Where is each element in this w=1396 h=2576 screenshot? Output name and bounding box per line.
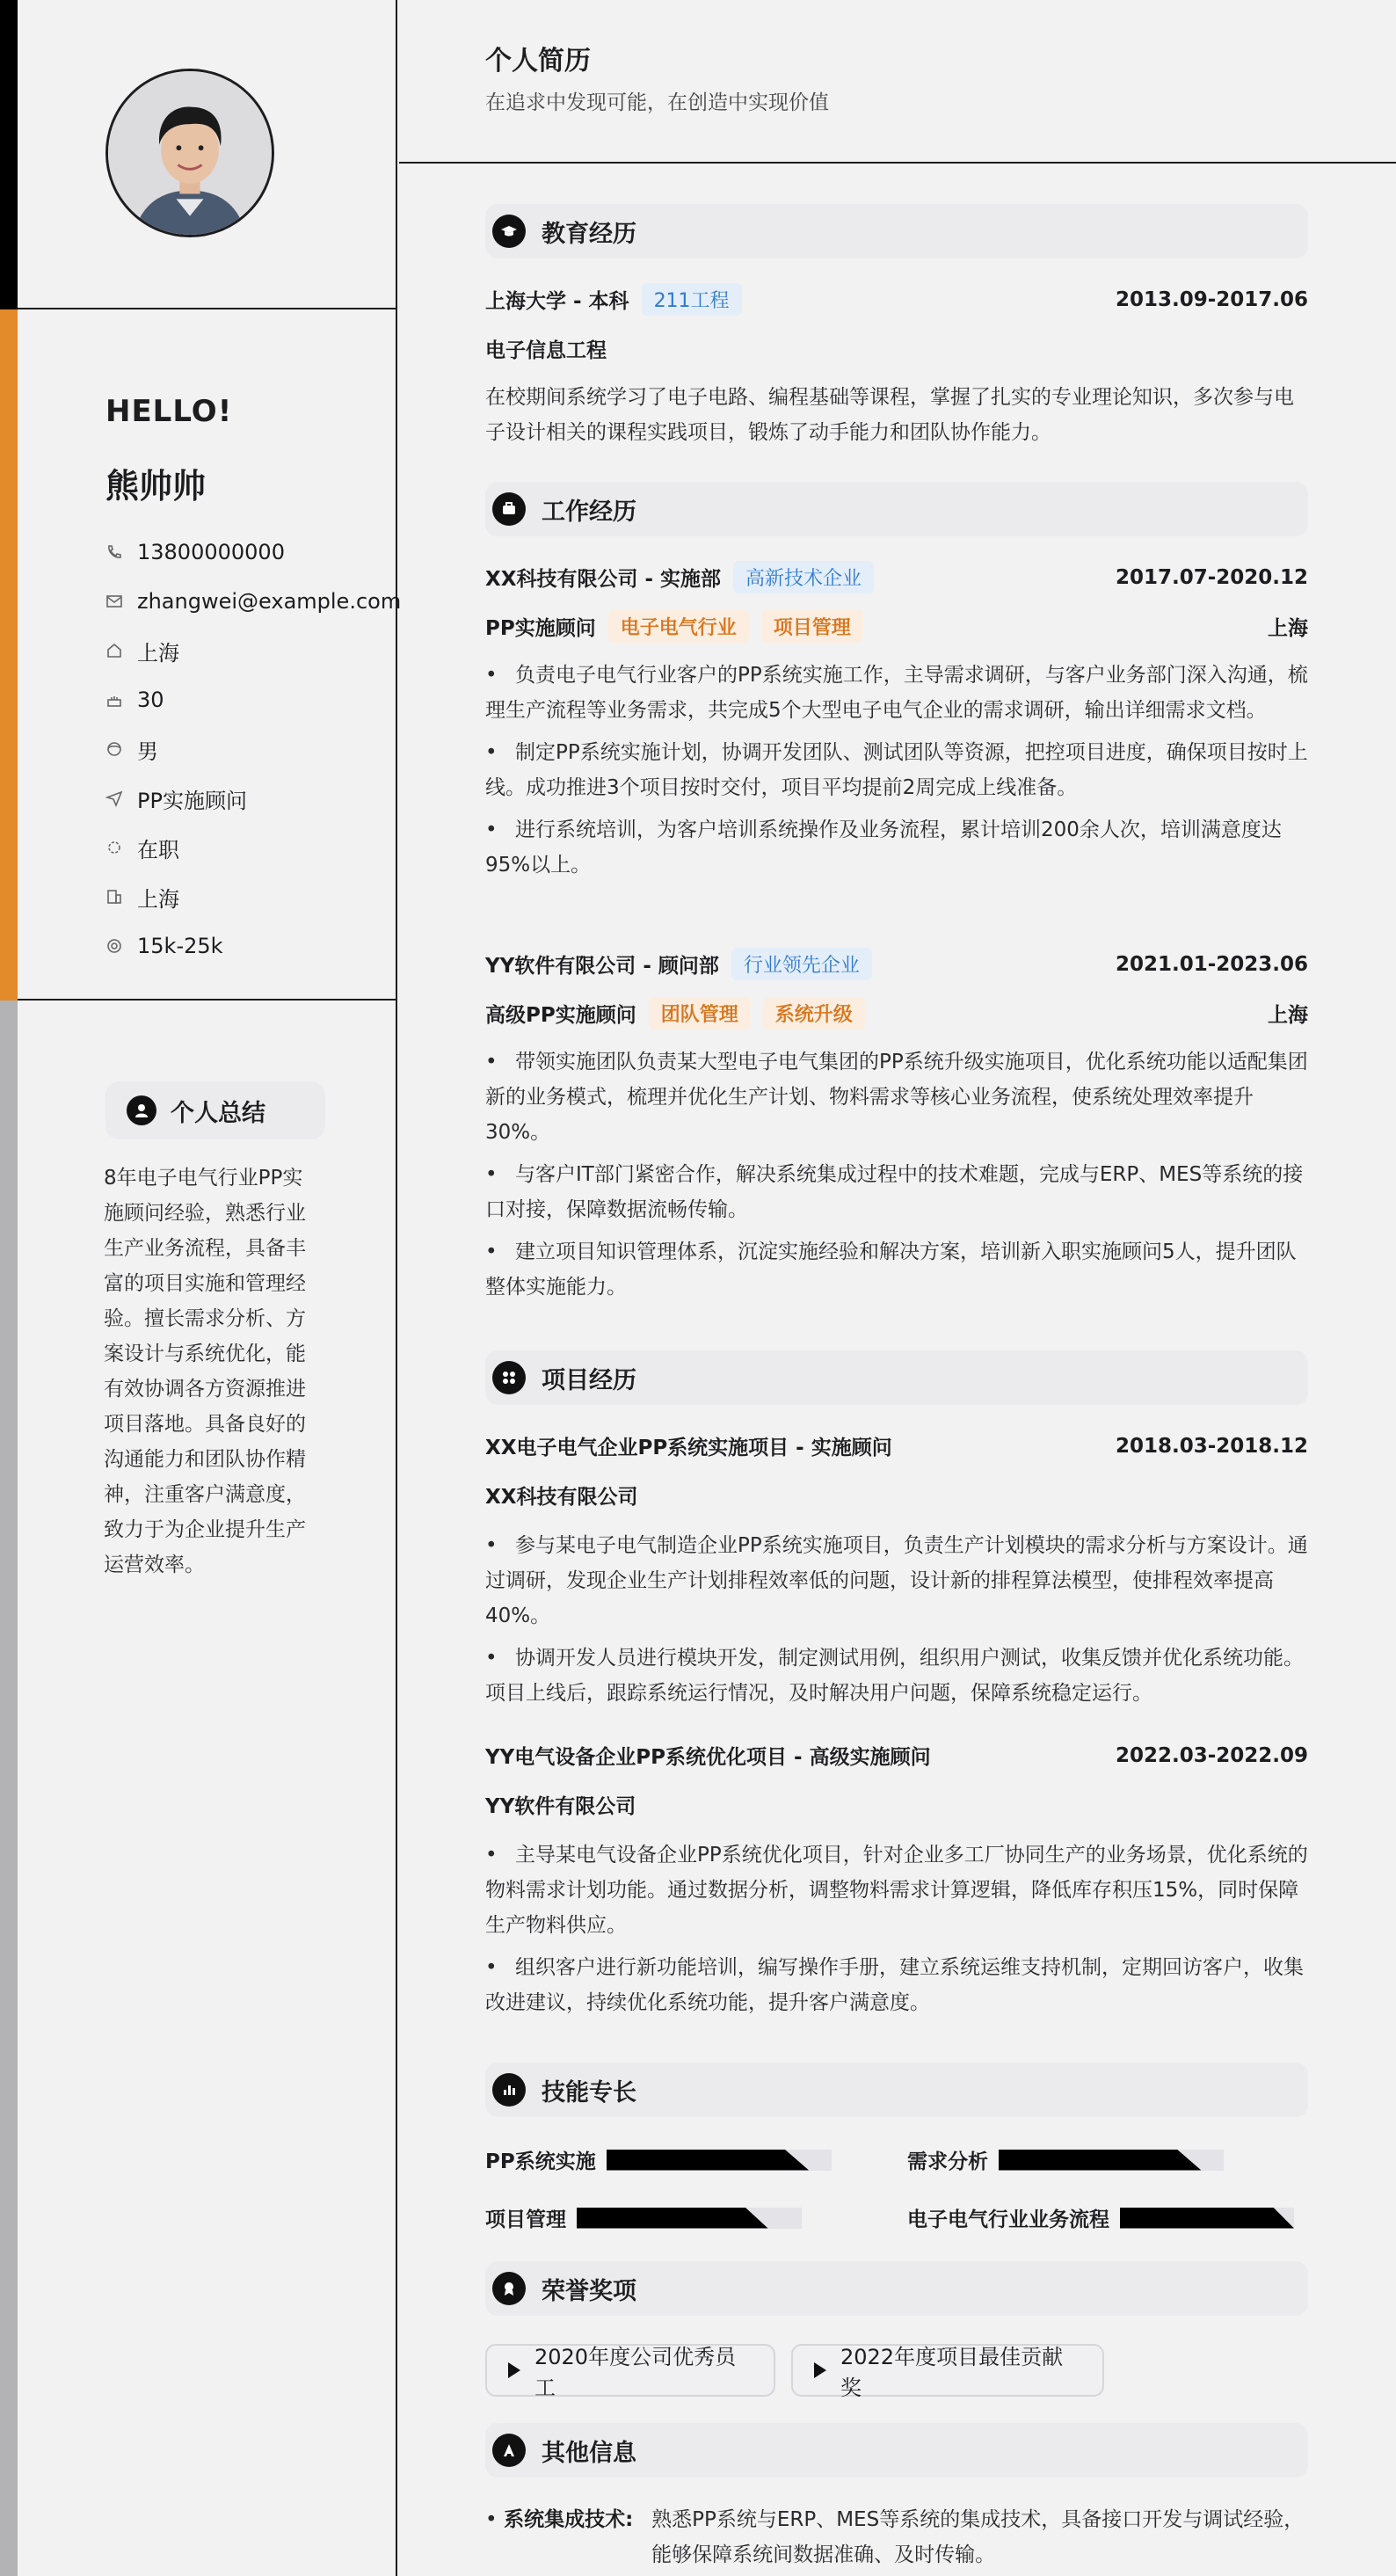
skill-bar	[577, 2208, 802, 2229]
contact-age	[105, 675, 396, 724]
contact-status-text: 在职	[137, 837, 179, 862]
section-education	[485, 204, 1308, 258]
send-icon	[105, 790, 123, 807]
contact-city	[105, 872, 396, 921]
contact-gender	[105, 724, 396, 774]
user-icon	[127, 1095, 156, 1125]
job-2-company: YY软件有限公司 - 顾问部	[485, 955, 719, 978]
award-icon	[492, 2272, 526, 2305]
skill-bar-fill	[577, 2208, 768, 2229]
job-1-row	[485, 561, 1308, 593]
list-item: • 制定PP系统实施计划，协调开发团队、测试团队等资源，把控项目进度，确保项目按时上线。成功推进3个项目按时交付，项目平均提前2周完成上线准备。	[485, 735, 1308, 805]
mail-icon	[105, 593, 123, 610]
job-2-skill-tag: 团队管理	[649, 997, 751, 1030]
contact-position-text: PP实施顾问	[137, 788, 247, 813]
contact-position	[105, 774, 396, 823]
list-item: • 进行系统培训，为客户培训系统操作及业务流程，累计培训200余人次，培训满意度达95%以上。	[485, 812, 1308, 883]
project-2-company: YY软件有限公司	[485, 1795, 636, 1818]
contact-email-text: zhangwei@example.com	[137, 589, 402, 614]
contact-email	[105, 577, 402, 626]
summary-title: 个人总结	[171, 1099, 265, 1127]
job-1-period: 2017.07-2020.12	[1115, 565, 1308, 589]
project-2-row	[485, 1741, 1308, 1770]
contact-home-text: 上海	[137, 640, 179, 666]
list-item: • 与客户IT部门紧密合作，解决系统集成过程中的技术难题，完成与ERP、MES等系统的接口对接，保障数据流畅传输。	[485, 1157, 1308, 1227]
list-item: • 建立项目知识管理体系，沉淀实施经验和解决方案，培训新入职实施顾问5人，提升团队整体实施能力。	[485, 1234, 1308, 1305]
section-other	[485, 2423, 1308, 2478]
award-label: 2020年度公司优秀员工	[534, 2345, 737, 2400]
contact-salary	[105, 921, 396, 971]
play-icon	[814, 2362, 826, 2378]
project-2-company-row	[485, 1790, 1308, 1819]
project-1-name: XX电子电气企业PP系统实施项目 - 实施顾问	[485, 1437, 892, 1459]
sidebar	[18, 0, 402, 2576]
skill-name: 项目管理	[485, 2209, 566, 2231]
skill-item	[485, 2203, 802, 2232]
briefcase-icon	[492, 492, 526, 526]
job-2-tag: 行业领先企业	[731, 948, 872, 980]
job-1-role: PP实施顾问	[485, 617, 596, 640]
summary-heading	[105, 1081, 325, 1139]
gender-icon	[105, 740, 123, 758]
job-2-bullets	[485, 1044, 1308, 1312]
job-1-company: XX科技有限公司 - 实施部	[485, 568, 722, 591]
list-item	[485, 2502, 1308, 2572]
education-major: 电子信息工程	[485, 339, 607, 362]
section-awards	[485, 2261, 1308, 2316]
skill-bar	[1120, 2208, 1294, 2229]
sidebar-divider-top	[18, 308, 397, 309]
bar-chart-icon	[492, 2073, 526, 2107]
job-2-city: 上海	[1268, 1004, 1308, 1027]
other-label: 系统集成技术:	[504, 2508, 634, 2531]
stripe-black	[0, 0, 18, 309]
bullet: •	[485, 2508, 498, 2531]
phone-icon	[105, 543, 123, 561]
hello-heading: HELLO!	[105, 394, 233, 429]
contact-phone	[105, 528, 396, 577]
list-item: • 组织客户进行新功能培训，编写操作手册，建立系统运维支持机制，定期回访客户，收集改进建议，持续优化系统功能，提升客户满意度。	[485, 1950, 1308, 2020]
section-awards-title: 荣誉奖项	[542, 2277, 636, 2305]
other-info	[485, 2502, 1308, 2572]
home-icon	[105, 642, 123, 659]
project-2-period: 2022.03-2022.09	[1115, 1743, 1308, 1767]
project-1-company-row	[485, 1481, 1308, 1510]
other-text: 熟悉PP系统与ERP、MES等系统的集成技术，具备接口开发与调试经验，能够保障系统间数据准确、及时传输。	[651, 2508, 1305, 2566]
play-icon	[508, 2362, 520, 2378]
job-1-city: 上海	[1268, 617, 1308, 640]
header	[399, 0, 1396, 164]
job-1-bullets	[485, 658, 1308, 890]
stripe-gray	[0, 1001, 18, 2576]
project-1-row	[485, 1431, 1308, 1460]
education-tag: 211工程	[642, 283, 742, 316]
education-desc: 在校期间系统学习了电子电路、编程基础等课程，掌握了扎实的专业理论知识，多次参与电子设计相关的课程实践项目，锻炼了动手能力和团队协作能力。	[485, 386, 1294, 444]
list-item: • 主导某电气设备企业PP系统优化项目，针对企业多工厂协同生产的业务场景，优化系统的物料需求计划功能。通过数据分析，调整物料需求计算逻辑，降低库存积压15%，同时保障生产物料供应。	[485, 1837, 1308, 1943]
section-projects-title: 项目经历	[542, 1366, 636, 1394]
project-2-bullets	[485, 1837, 1308, 2027]
grid-icon	[492, 1361, 526, 1394]
project-1-period: 2018.03-2018.12	[1115, 1434, 1308, 1458]
list-item: • 参与某电子电气制造企业PP系统实施项目，负责生产计划模块的需求分析与方案设计。通过调研，发现企业生产计划排程效率低的问题，设计新的排程算法模型，使排程效率提高40%。	[485, 1528, 1308, 1634]
cake-icon	[105, 691, 123, 709]
job-2-role-row	[485, 997, 1308, 1030]
job-1-role-row	[485, 610, 1308, 643]
graduation-cap-icon	[492, 215, 526, 248]
salary-icon	[105, 937, 123, 955]
skill-item	[485, 2145, 832, 2174]
list-item: • 带领实施团队负责某大型电子电气集团的PP系统升级实施项目，优化系统功能以适配集团新的业务模式，梳理并优化生产计划、物料需求等核心业务流程，使系统处理效率提升30%。	[485, 1044, 1308, 1150]
award-chip	[485, 2344, 775, 2400]
job-1-skill-tag: 项目管理	[761, 610, 863, 643]
contact-salary-text: 15k-25k	[137, 934, 223, 958]
job-1-skill-tag: 电子电气行业	[608, 610, 749, 643]
education-school: 上海大学 - 本科	[485, 290, 629, 313]
education-major-row	[485, 334, 1308, 363]
stripe-orange	[0, 309, 18, 1001]
skill-name: 需求分析	[907, 2150, 988, 2173]
education-row	[485, 283, 1308, 316]
skill-bar	[607, 2150, 832, 2171]
page-title: 个人简历	[485, 46, 591, 76]
summary-text: 8年电子电气行业PP实施顾问经验，熟悉行业生产业务流程，具备丰富的项目实施和管理经验。擅长需求分析、方案设计与系统优化，能有效协调各方资源推进项目落地。具备良好的沟通能力和团队协作精神，注重客户满意度，致力于为企业提升生产运营效率。	[104, 1167, 306, 1576]
section-work	[485, 482, 1308, 536]
award-label: 2022年度项目最佳贡献奖	[840, 2345, 1064, 2400]
contact-list	[105, 528, 402, 971]
skill-name: 电子电气行业业务流程	[907, 2209, 1109, 2231]
status-icon	[105, 839, 123, 856]
section-skills-title: 技能专长	[542, 2078, 636, 2107]
job-2-period: 2021.01-2023.06	[1115, 952, 1308, 976]
education-period: 2013.09-2017.06	[1115, 287, 1308, 311]
job-2-row	[485, 948, 1308, 980]
building-icon	[105, 888, 123, 906]
project-1-bullets	[485, 1528, 1308, 1718]
job-2-role: 高级PP实施顾问	[485, 1004, 636, 1027]
section-projects	[485, 1350, 1308, 1405]
contact-status	[105, 823, 396, 872]
section-work-title: 工作经历	[542, 498, 636, 526]
project-2-name: YY电气设备企业PP系统优化项目 - 高级实施顾问	[485, 1746, 931, 1769]
contact-gender-text: 男	[137, 739, 158, 764]
job-2-skill-tag: 系统升级	[763, 997, 865, 1030]
skill-item	[907, 2203, 1294, 2232]
contact-phone-text: 13800000000	[137, 540, 285, 564]
section-other-title: 其他信息	[542, 2439, 636, 2467]
list-item: • 协调开发人员进行模块开发，制定测试用例，组织用户测试，收集反馈并优化系统功能。项目上线后，跟踪系统运行情况，及时解决用户问题，保障系统稳定运行。	[485, 1641, 1308, 1711]
skill-bar-fill	[999, 2150, 1201, 2171]
section-skills	[485, 2063, 1308, 2117]
section-education-title: 教育经历	[542, 220, 636, 248]
contact-age-text: 30	[137, 688, 164, 712]
skill-bar-fill	[607, 2150, 809, 2171]
sidebar-divider-bottom	[18, 999, 397, 1001]
skill-name: PP系统实施	[485, 2150, 596, 2173]
skill-bar-fill	[1120, 2208, 1294, 2229]
avatar	[105, 69, 274, 237]
contact-home	[105, 626, 396, 675]
project-1-company: XX科技有限公司	[485, 1486, 638, 1509]
skill-item	[907, 2145, 1224, 2174]
page-subtitle: 在追求中发现可能，在创造中实现价值	[485, 91, 829, 114]
info-icon	[492, 2434, 526, 2467]
candidate-name: 熊帅帅	[105, 467, 207, 506]
contact-city-text: 上海	[137, 886, 179, 912]
job-1-tag: 高新技术企业	[733, 561, 874, 593]
list-item: • 负责电子电气行业客户的PP系统实施工作，主导需求调研，与客户业务部门深入沟通，梳理生产流程等业务需求，共完成5个大型电子电气企业的需求调研，输出详细需求文档。	[485, 658, 1308, 728]
skill-bar	[999, 2150, 1224, 2171]
award-chip	[791, 2344, 1104, 2400]
